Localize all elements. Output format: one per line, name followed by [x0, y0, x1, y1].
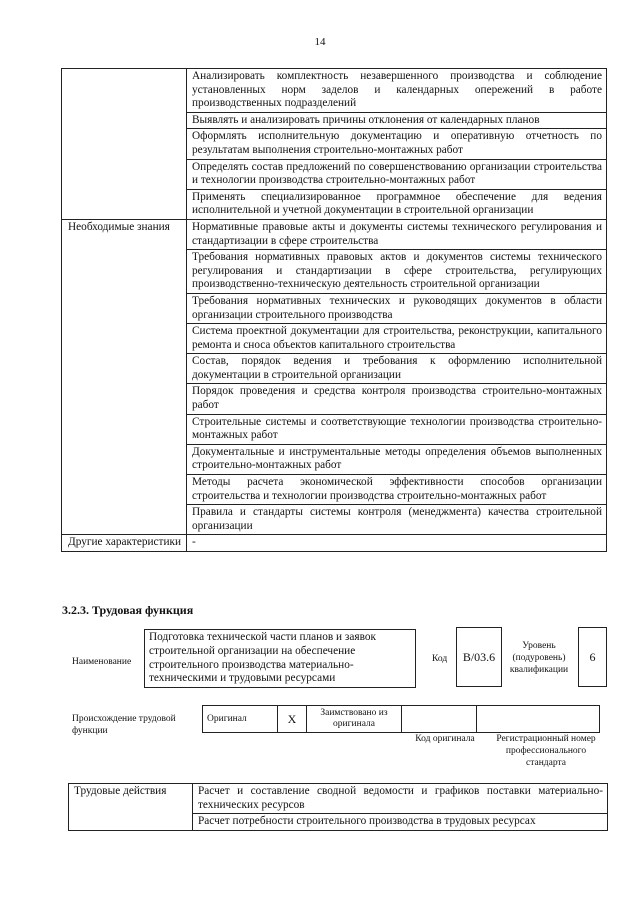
labor-actions-label: Трудовые действия	[69, 784, 193, 831]
knowledge-item: Состав, порядок ведения и требования к оформлению исполнительной документации в строительной организации	[187, 354, 607, 384]
qualification-level-label: Уровень (подуровень) квалификации	[509, 641, 569, 675]
origin-table	[202, 705, 600, 733]
skill-item: Выявлять и анализировать причины отклонения от календарных планов	[187, 112, 607, 129]
original-label-cell: Оригинал	[203, 706, 278, 733]
knowledge-item: Документальные и инструментальные методы определения объемов выполненных строительно-монтажных работ	[187, 444, 607, 474]
original-mark-cell: X	[278, 706, 307, 733]
function-details-table	[61, 68, 607, 552]
origin-label: Происхождение трудовой функции	[72, 714, 176, 736]
knowledge-item: Система проектной документации для строительства, реконструкции, капитального ремонта и сноса объектов капитального строительства	[187, 324, 607, 354]
labor-actions-table	[68, 783, 608, 831]
skills-label-cell	[62, 69, 187, 220]
registration-number-cell	[477, 706, 600, 733]
code-value-box: B/03.6	[456, 627, 502, 687]
skill-item: Применять специализированное программное обеспечение для ведения исполнительной и учетной документации в строительной организации	[187, 189, 607, 219]
skill-item: Определять состав предложений по совершенствованию организации строительства и технологии производства строительно-монтажных работ	[187, 159, 607, 189]
original-code-cell	[402, 706, 477, 733]
original-code-caption: Код оригинала	[415, 734, 475, 744]
skill-item: Анализировать комплектность незавершенного производства и соблюдение установленных норм заделов и календарных опережений в работе производственных подразделений	[187, 69, 607, 113]
skill-item: Оформлять исполнительную документацию и оперативную отчетность по результатам выполнения строительно-монтажных работ	[187, 129, 607, 159]
section-heading: 3.2.3. Трудовая функция	[62, 603, 194, 617]
name-label: Наименование	[72, 657, 132, 667]
knowledge-item: Методы расчета экономической эффективности способов организации строительства и технологии производства строительно-монтажных работ	[187, 475, 607, 505]
qualification-level-box: 6	[578, 627, 607, 687]
other-characteristics-value: -	[187, 535, 607, 552]
labor-action-item: Расчет потребности строительного производства в трудовых ресурсах	[193, 814, 608, 831]
other-characteristics-label: Другие характеристики	[62, 535, 187, 552]
knowledge-item: Нормативные правовые акты и документы системы технического регулирования и стандартизации в сфере строительства	[187, 219, 607, 249]
knowledge-item: Строительные системы и соответствующие технологии производства строительно-монтажных работ	[187, 414, 607, 444]
labor-action-item: Расчет и составление сводной ведомости и графиков поставки материально-технических ресурсов	[193, 784, 608, 814]
page-number: 14	[314, 36, 326, 48]
borrowed-label-cell: Заимствовано из оригинала	[307, 706, 402, 733]
knowledge-item: Порядок проведения и средства контроля производства строительно-монтажных работ	[187, 384, 607, 414]
function-name-box: Подготовка технической части планов и заявок строительной организации на обеспечение строительного производства материально-техническими и трудовыми ресурсами	[144, 629, 416, 688]
knowledge-item: Требования нормативных правовых актов и документов системы технического регулирования и стандартизации в сфере строительства, регулирующих производственно-техническую деятельность строительной организации	[187, 250, 607, 294]
knowledge-label: Необходимые знания	[62, 219, 187, 534]
knowledge-item: Требования нормативных технических и руководящих документов в области организации строительного производства	[187, 293, 607, 323]
code-label: Код	[432, 654, 448, 664]
registration-number-caption: Регистрационный номер профессионального стандарта	[496, 734, 596, 768]
knowledge-item: Правила и стандарты системы контроля (менеджмента) качества строительной организации	[187, 505, 607, 535]
